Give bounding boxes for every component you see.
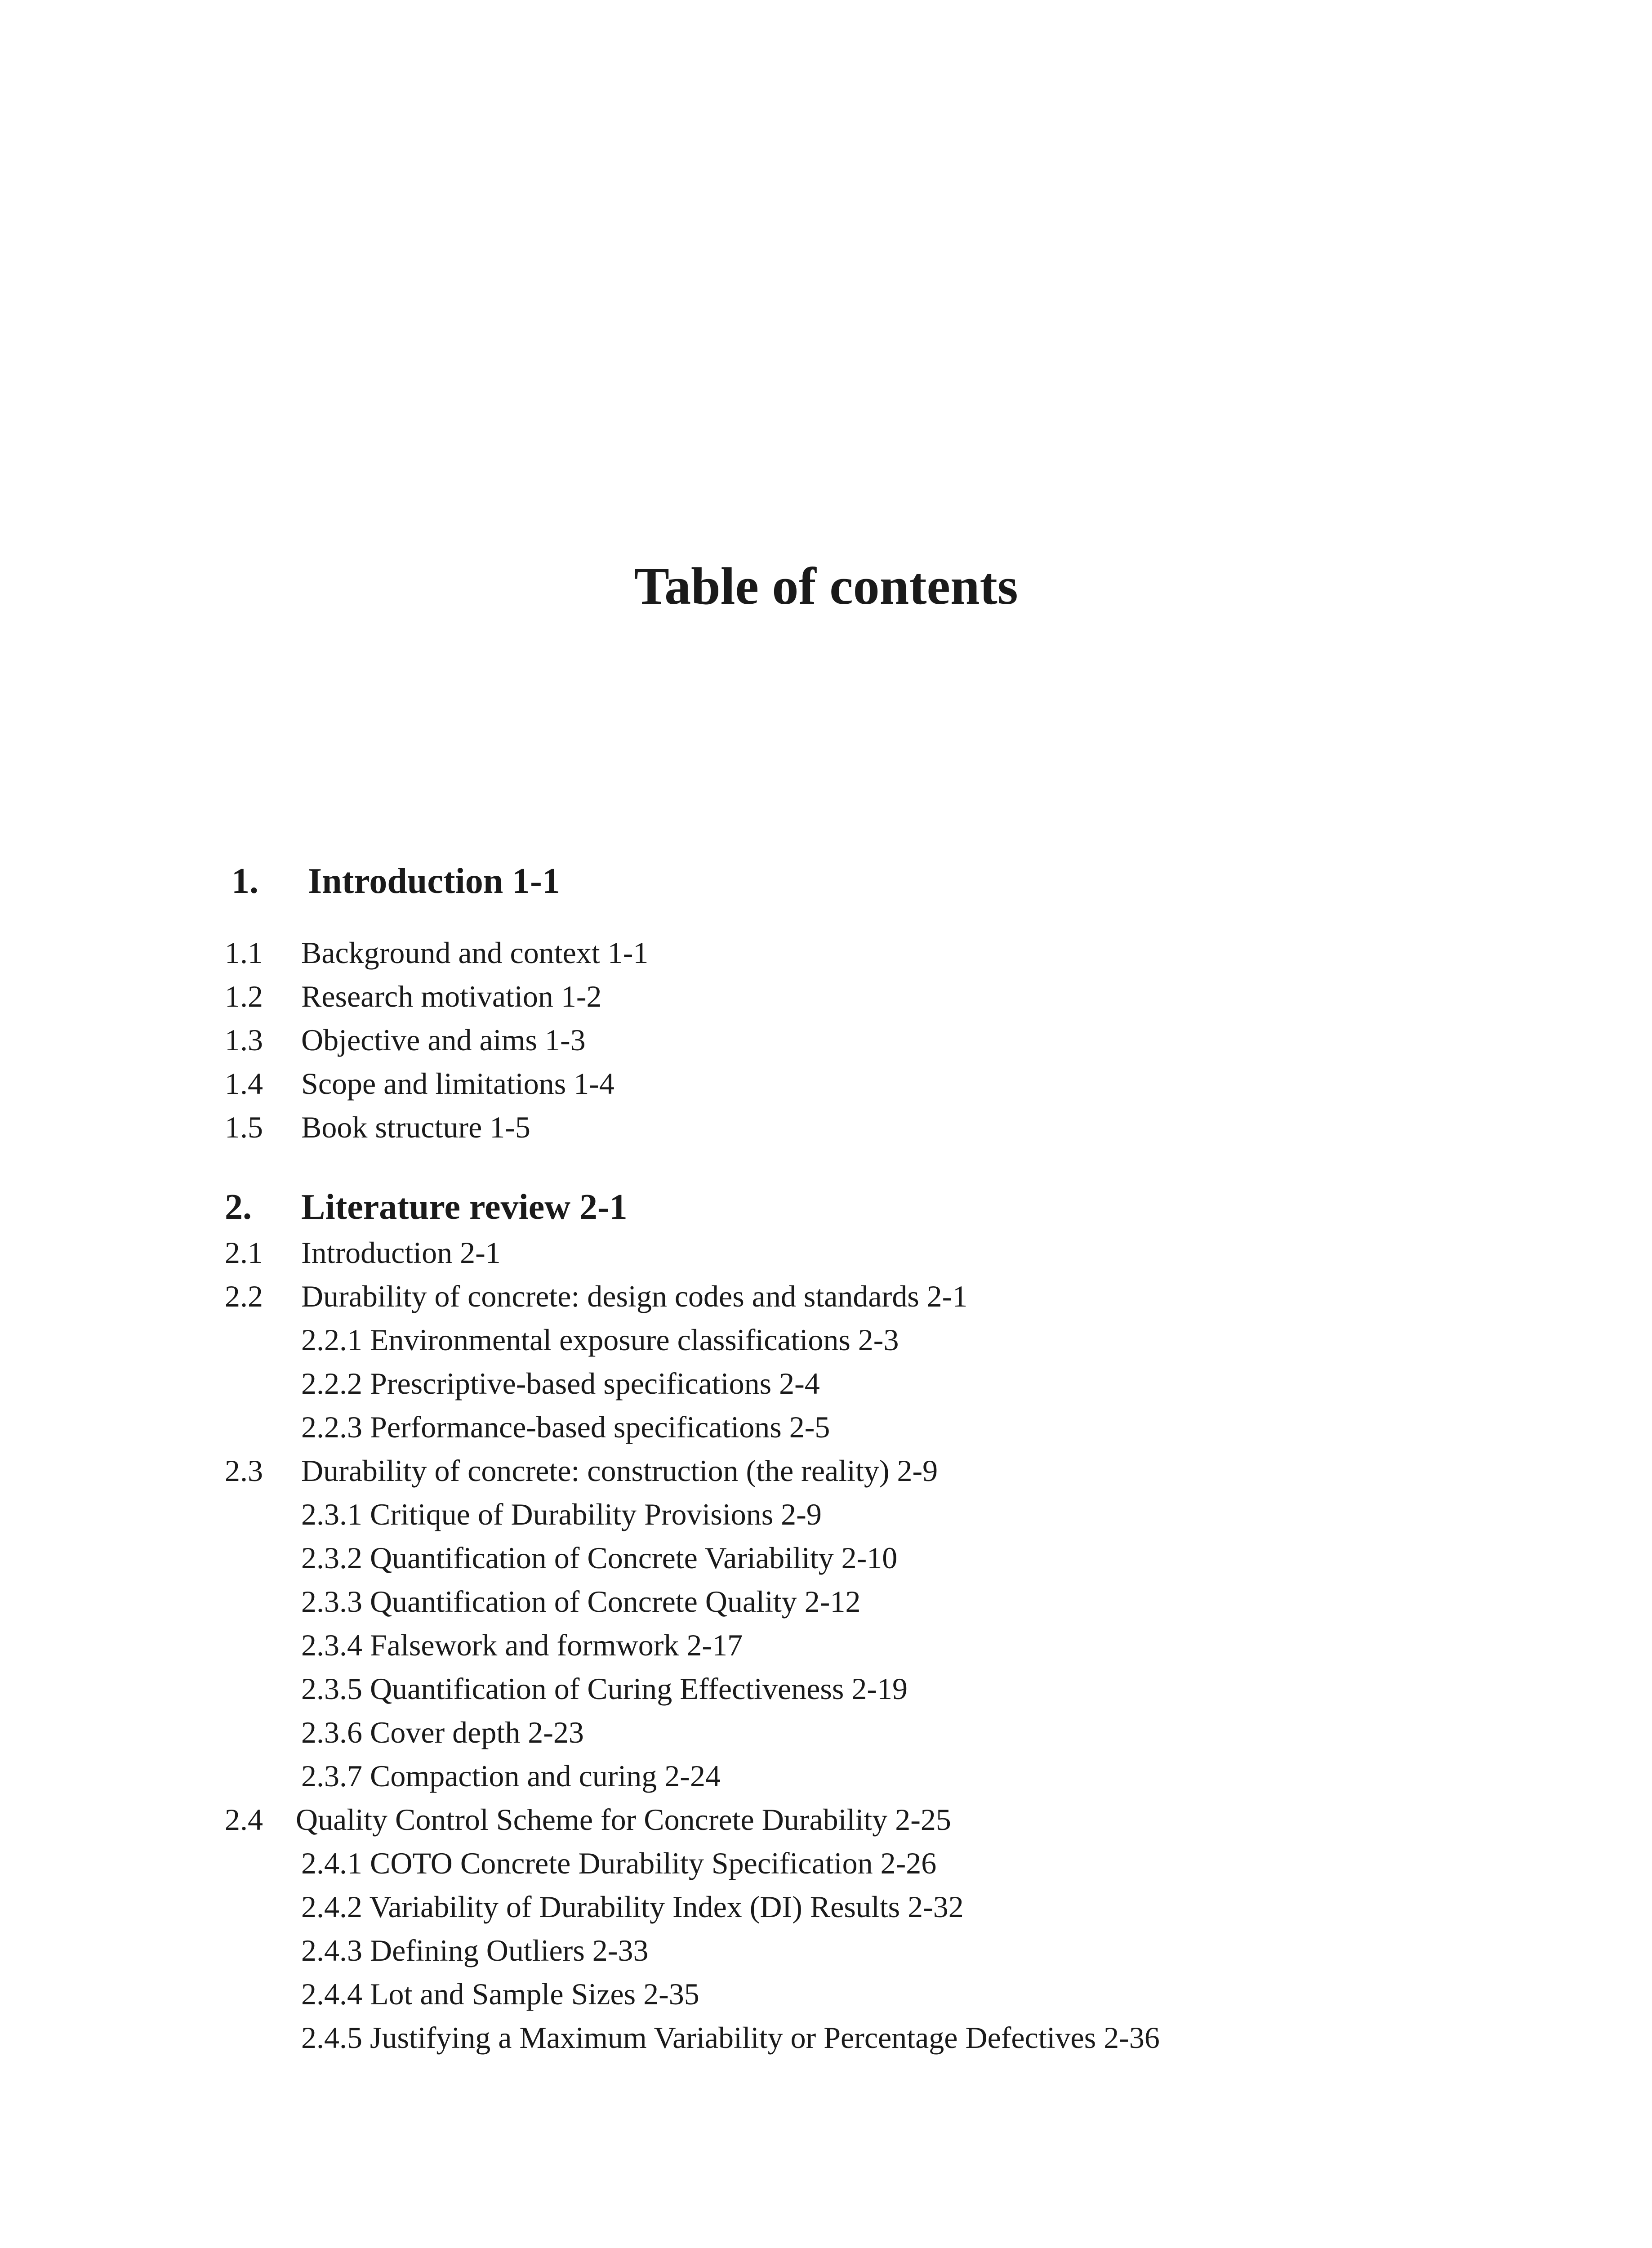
section-label: Research motivation 1-2 <box>301 979 602 1013</box>
section-label: Book structure 1-5 <box>301 1110 530 1144</box>
section-number: 1.4 <box>225 1066 263 1101</box>
toc-subsection-2-2-3[interactable]: 2.2.3 Performance-based specifications 2-5 <box>301 1410 830 1444</box>
toc-subsection-2-3-3[interactable]: 2.3.3 Quantification of Concrete Quality 2-12 <box>301 1584 861 1619</box>
chapter-number: 1. <box>232 861 258 901</box>
chapter-label: Introduction 1-1 <box>308 861 560 901</box>
section-number: 2.2 <box>225 1279 263 1313</box>
page-title: Table of contents <box>634 557 1018 616</box>
section-label: Quality Control Scheme for Concrete Durability 2-25 <box>296 1802 951 1837</box>
toc-subsection-2-3-6[interactable]: 2.3.6 Cover depth 2-23 <box>301 1715 584 1749</box>
section-number: 2.3 <box>225 1454 263 1488</box>
section-number: 1.1 <box>225 936 263 970</box>
section-label: Objective and aims 1-3 <box>301 1023 586 1057</box>
toc-subsection-2-4-3[interactable]: 2.4.3 Defining Outliers 2-33 <box>301 1933 649 1967</box>
toc-subsection-2-3-2[interactable]: 2.3.2 Quantification of Concrete Variability 2-10 <box>301 1541 898 1575</box>
toc-subsection-2-4-2[interactable]: 2.4.2 Variability of Durability Index (DI) Results 2-32 <box>301 1890 964 1924</box>
section-label: Introduction 2-1 <box>301 1236 501 1270</box>
toc-subsection-2-2-2[interactable]: 2.2.2 Prescriptive-based specifications 2-4 <box>301 1366 820 1401</box>
section-label: Durability of concrete: design codes and standards 2-1 <box>301 1279 968 1313</box>
section-number: 1.2 <box>225 979 263 1013</box>
section-label: Scope and limitations 1-4 <box>301 1066 614 1101</box>
toc-subsection-2-4-1[interactable]: 2.4.1 COTO Concrete Durability Specification 2-26 <box>301 1846 937 1880</box>
section-number: 2.1 <box>225 1236 263 1270</box>
chapter-label: Literature review 2-1 <box>301 1187 628 1227</box>
toc-subsection-2-2-1[interactable]: 2.2.1 Environmental exposure classifications 2-3 <box>301 1323 899 1357</box>
section-number: 1.5 <box>225 1110 263 1144</box>
chapter-number: 2. <box>225 1187 252 1227</box>
section-number: 1.3 <box>225 1023 263 1057</box>
toc-subsection-2-3-1[interactable]: 2.3.1 Critique of Durability Provisions 2-9 <box>301 1497 822 1531</box>
section-number: 2.4 <box>225 1802 263 1837</box>
section-label: Background and context 1-1 <box>301 936 649 970</box>
toc-subsection-2-4-5[interactable]: 2.4.5 Justifying a Maximum Variability or Percentage Defectives 2-36 <box>301 2021 1160 2055</box>
toc-subsection-2-3-5[interactable]: 2.3.5 Quantification of Curing Effectiveness 2-19 <box>301 1672 908 1706</box>
toc-subsection-2-3-7[interactable]: 2.3.7 Compaction and curing 2-24 <box>301 1759 721 1793</box>
section-label: Durability of concrete: construction (the reality) 2-9 <box>301 1454 938 1488</box>
toc-subsection-2-3-4[interactable]: 2.3.4 Falsework and formwork 2-17 <box>301 1628 743 1662</box>
toc-subsection-2-4-4[interactable]: 2.4.4 Lot and Sample Sizes 2-35 <box>301 1977 699 2011</box>
